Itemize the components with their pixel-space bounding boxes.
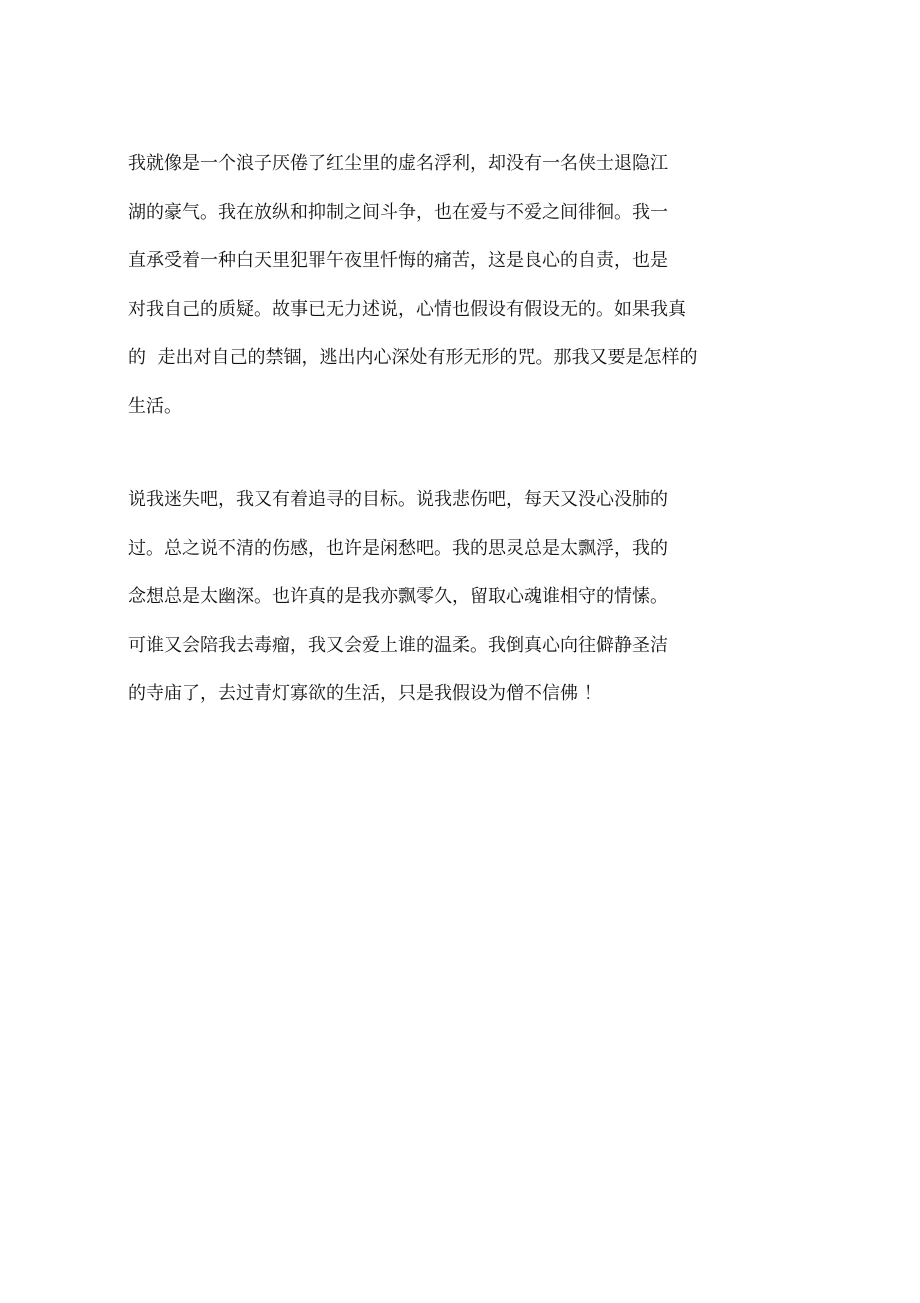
paragraph-2 (128, 484, 768, 727)
text-line: 念想总是太幽深。也许真的是我亦飘零久，留取心魂谁相守的情愫。 (128, 586, 668, 607)
paragraph-1 (128, 148, 768, 439)
text-line: 对我自己的质疑。故事已无力述说，心情也假设有假设无的。如果我真 (128, 298, 686, 320)
text-line: 湖的豪气。我在放纵和抑制之间斗争，也在爱与不爱之间徘徊。我一 (128, 201, 668, 223)
text-line: 过。总之说不清的伤感，也许是闲愁吧。我的思灵总是太飘浮，我的 (128, 537, 668, 559)
text-line: 的寺庙了，去过青灯寡欲的生活，只是我假设为僧不信佛 ！ (128, 683, 602, 704)
text-line: 生活。 (128, 395, 182, 417)
text-line: 的 走出对自己的禁锢，逃出内心深处有形无形的咒。那我又要是怎样的 (128, 347, 698, 368)
text-line: 直承受着一种白天里犯罪午夜里忏悔的痛苦，这是良心的自责，也是 (128, 250, 668, 271)
text-line: 可谁又会陪我去毒瘤，我又会爱上谁的温柔。我倒真心向往僻静圣洁 (128, 634, 668, 656)
text-line: 我就像是一个浪子厌倦了红尘里的虚名浮利，却没有一名侠士退隐江 (128, 153, 668, 174)
text-line: 说我迷失吧，我又有着追寻的目标。说我悲伤吧，每天又没心没肺的 (128, 489, 668, 510)
